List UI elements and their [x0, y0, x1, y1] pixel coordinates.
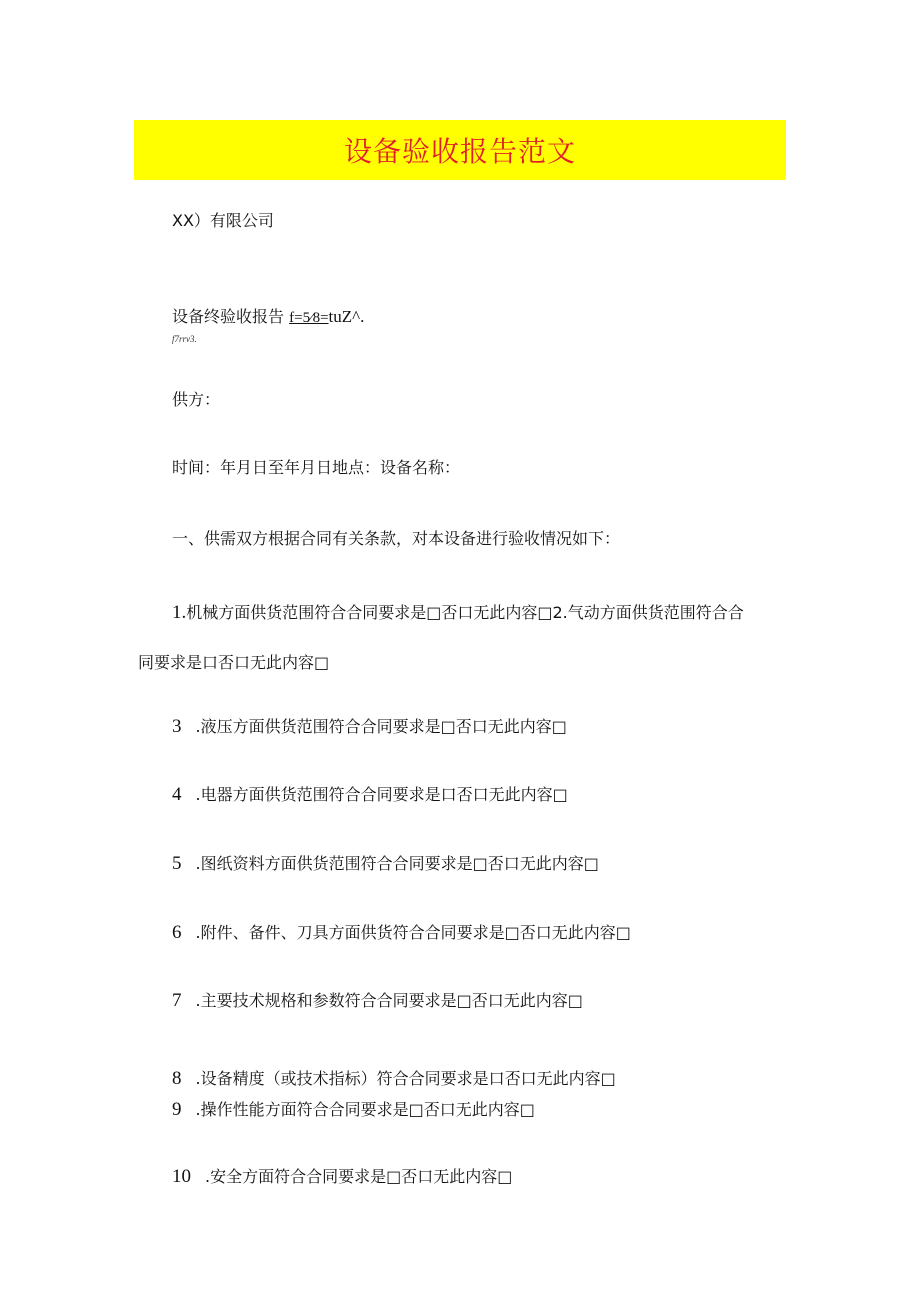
item-text: .安全方面符合合同要求是□否口无此内容□ — [205, 1167, 513, 1186]
list-item-6 — [172, 923, 631, 943]
supplier-label: 供方： — [172, 390, 221, 409]
time-place-line: 时间：年月日至年月日地点：设备名称： — [172, 458, 461, 477]
item-number: 1. — [172, 602, 187, 623]
item-text: .图纸资料方面供货范围符合合同要求是□否口无此内容□ — [195, 854, 599, 873]
item-number: 3 — [172, 716, 182, 737]
report-title-label: 设备终验收报告 — [172, 307, 285, 326]
list-item-1 — [172, 603, 744, 623]
title-banner — [134, 120, 786, 180]
item-text: .液压方面供货范围符合合同要求是□否口无此内容□ — [195, 717, 567, 736]
company-name: XX）有限公司 — [172, 211, 274, 230]
item-text: .电器方面供货范围符合合同要求是口否口无此内容□ — [195, 785, 568, 804]
item-text: .主要技术规格和参数符合合同要求是□否口无此内容□ — [195, 991, 583, 1010]
item-text: .设备精度（或技术指标）符合合同要求是口否口无此内容□ — [195, 1069, 616, 1088]
item-text: 机械方面供货范围符合合同要求是□否口无此内容□2.气动方面供货范围符合合 — [186, 603, 744, 622]
report-small-note: f7rrv3. — [172, 334, 197, 344]
item-number: 10 — [172, 1166, 191, 1187]
list-item-4 — [172, 785, 568, 805]
item-number: 6 — [172, 922, 182, 943]
list-item-7 — [172, 991, 583, 1011]
list-item-8 — [172, 1069, 616, 1089]
report-title-line — [172, 307, 364, 328]
list-item-10 — [172, 1167, 512, 1187]
item-text: .附件、备件、刀具方面供货符合合同要求是□否口无此内容□ — [195, 923, 631, 942]
item-number: 5 — [172, 853, 182, 874]
report-title-garbled-tail: tuZ^. — [328, 307, 365, 326]
item-number: 8 — [172, 1068, 182, 1089]
item-number: 7 — [172, 990, 182, 1011]
list-item-1-continuation: 同要求是口否口无此内容□ — [138, 653, 330, 672]
document-title: 设备验收报告范文 — [343, 135, 576, 168]
item-number: 4 — [172, 784, 182, 805]
item-number: 9 — [172, 1099, 182, 1120]
intro-line: 一、供需双方根据合同有关条款，对本设备进行验收情况如下： — [172, 529, 621, 548]
report-title-garbled-underlined: f=5⁄8= — [289, 310, 329, 326]
list-item-3 — [172, 717, 567, 737]
list-item-5 — [172, 854, 599, 874]
list-item-9 — [172, 1100, 535, 1120]
item-text: .操作性能方面符合合同要求是□否口无此内容□ — [195, 1100, 535, 1119]
